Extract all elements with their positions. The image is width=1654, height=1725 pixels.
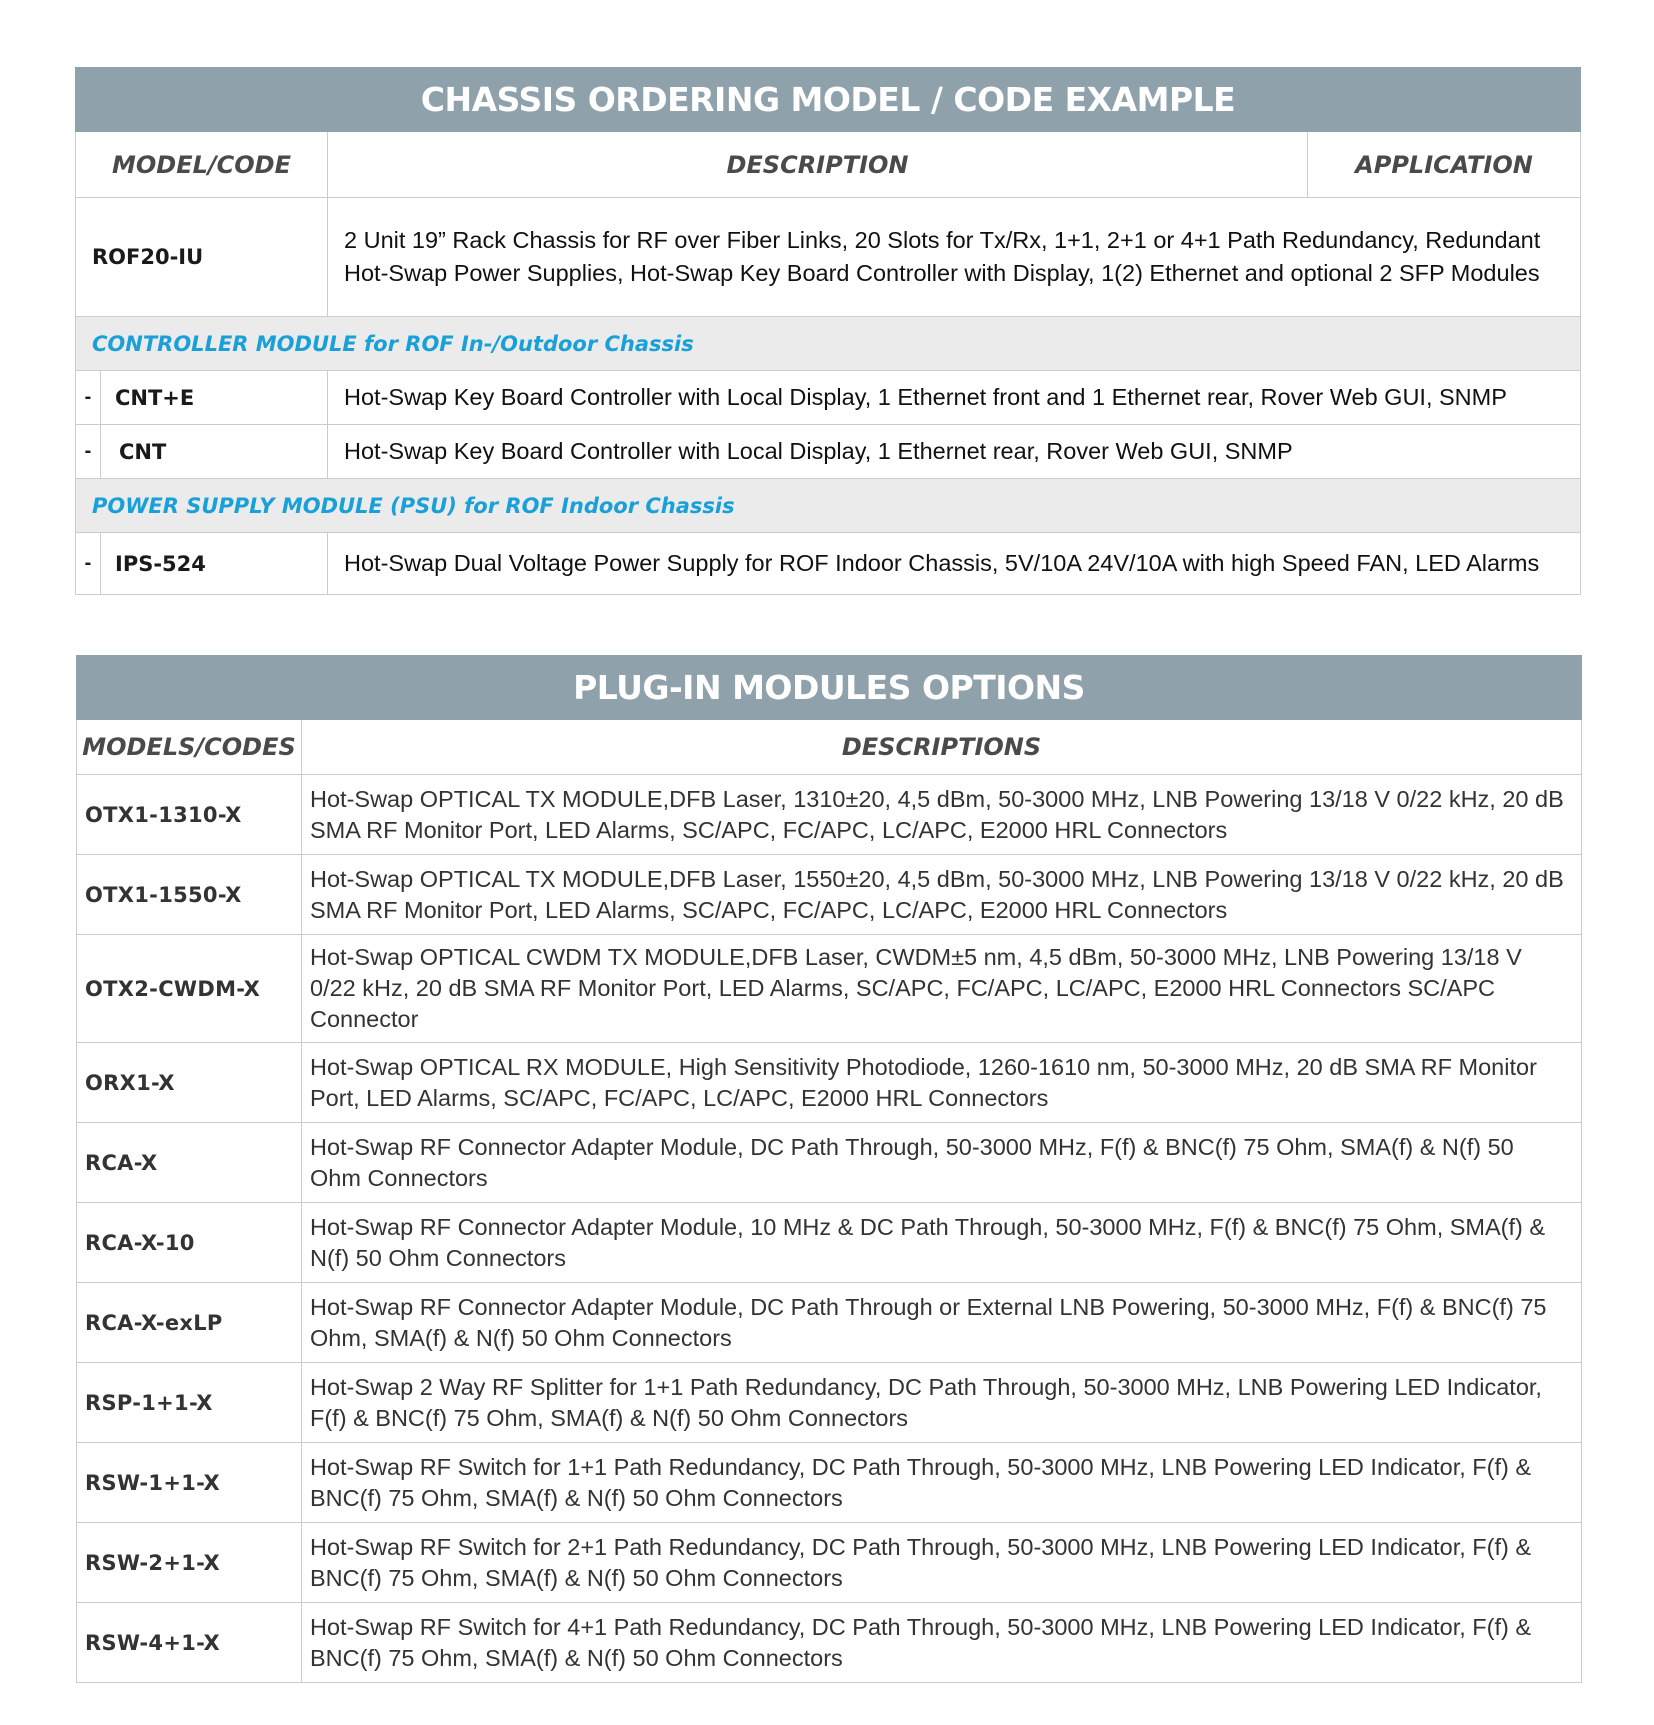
plugin-modules-table [76, 655, 1582, 1683]
header-descriptions: DESCRIPTIONS [302, 720, 1582, 775]
model-code-cell: RCA-X-exLP [77, 1283, 302, 1363]
description-cell: Hot-Swap Dual Voltage Power Supply for ROF Indoor Chassis, 5V/10A 24V/10A with high Speed FAN, LED Alarms [328, 533, 1581, 595]
header-description: DESCRIPTION [328, 132, 1308, 198]
description-cell: 2 Unit 19” Rack Chassis for RF over Fiber Links, 20 Slots for Tx/Rx, 1+1, 2+1 or 4+1 Path Redundancy, Redundant Hot-Swap Power Supplies, Hot-Swap Key Board Controller with Display, 1(2) Ethernet and optional 2 SFP Modules [328, 198, 1581, 317]
table-row [77, 1603, 1582, 1683]
item-dash: - [76, 425, 101, 479]
header-application: APPLICATION [1308, 132, 1581, 198]
description-cell: Hot-Swap RF Switch for 1+1 Path Redundancy, DC Path Through, 50-3000 MHz, LNB Powering LED Indicator, F(f) & BNC(f) 75 Ohm, SMA(f) & N(f) 50 Ohm Connectors [302, 1443, 1582, 1523]
description-cell: Hot-Swap RF Connector Adapter Module, DC Path Through or External LNB Powering, 50-3000 MHz, F(f) & BNC(f) 75 Ohm, SMA(f) & N(f) 50 Ohm Connectors [302, 1283, 1582, 1363]
header-model-code: MODEL/CODE [76, 132, 328, 198]
chassis-item-row [76, 533, 1581, 595]
model-code-cell: RSW-2+1-X [77, 1523, 302, 1603]
plugin-table-title: PLUG-IN MODULES OPTIONS [77, 656, 1582, 720]
table-row [77, 1043, 1582, 1123]
description-cell: Hot-Swap Key Board Controller with Local Display, 1 Ethernet rear, Rover Web GUI, SNMP [328, 425, 1581, 479]
chassis-table-title: CHASSIS ORDERING MODEL / CODE EXAMPLE [76, 68, 1581, 132]
chassis-ordering-table [75, 67, 1581, 595]
model-code-cell: OTX1-1310-X [77, 775, 302, 855]
description-cell: Hot-Swap OPTICAL CWDM TX MODULE,DFB Laser, CWDM±5 nm, 4,5 dBm, 50-3000 MHz, LNB Powering 13/18 V 0/22 kHz, 20 dB SMA RF Monitor Port, LED Alarms, SC/APC, FC/APC, LC/APC, E2000 HRL Connectors SC/APC Connector [302, 935, 1582, 1043]
model-code-cell: ROF20-IU [76, 198, 328, 317]
model-code-cell: ORX1-X [77, 1043, 302, 1123]
model-code-cell: RCA-X-10 [77, 1203, 302, 1283]
table-row [77, 1443, 1582, 1523]
table-row [77, 1363, 1582, 1443]
section-title-controller: CONTROLLER MODULE for ROF In-/Outdoor Chassis [76, 317, 1581, 371]
model-code-cell: RCA-X [77, 1123, 302, 1203]
model-code-cell: RSP-1+1-X [77, 1363, 302, 1443]
description-cell: Hot-Swap RF Switch for 4+1 Path Redundancy, DC Path Through, 50-3000 MHz, LNB Powering LED Indicator, F(f) & BNC(f) 75 Ohm, SMA(f) & N(f) 50 Ohm Connectors [302, 1603, 1582, 1683]
table-row [77, 1123, 1582, 1203]
table-row [77, 855, 1582, 935]
item-dash: - [76, 371, 101, 425]
description-cell: Hot-Swap OPTICAL RX MODULE, High Sensitivity Photodiode, 1260-1610 nm, 50-3000 MHz, 20 dB SMA RF Monitor Port, LED Alarms, SC/APC, FC/APC, LC/APC, E2000 HRL Connectors [302, 1043, 1582, 1123]
table-row [77, 775, 1582, 855]
description-cell: Hot-Swap RF Switch for 2+1 Path Redundancy, DC Path Through, 50-3000 MHz, LNB Powering LED Indicator, F(f) & BNC(f) 75 Ohm, SMA(f) & N(f) 50 Ohm Connectors [302, 1523, 1582, 1603]
chassis-item-row [76, 371, 1581, 425]
description-cell: Hot-Swap OPTICAL TX MODULE,DFB Laser, 1310±20, 4,5 dBm, 50-3000 MHz, LNB Powering 13/18 V 0/22 kHz, 20 dB SMA RF Monitor Port, LED Alarms, SC/APC, FC/APC, LC/APC, E2000 HRL Connectors [302, 775, 1582, 855]
model-code-cell: RSW-4+1-X [77, 1603, 302, 1683]
table-row [77, 935, 1582, 1043]
table-row [77, 1523, 1582, 1603]
section-title-power-supply: POWER SUPPLY MODULE (PSU) for ROF Indoor Chassis [76, 479, 1581, 533]
model-code-cell: OTX1-1550-X [77, 855, 302, 935]
description-cell: Hot-Swap 2 Way RF Splitter for 1+1 Path Redundancy, DC Path Through, 50-3000 MHz, LNB Powering LED Indicator, F(f) & BNC(f) 75 Ohm, SMA(f) & N(f) 50 Ohm Connectors [302, 1363, 1582, 1443]
item-dash: - [76, 533, 101, 595]
description-cell: Hot-Swap RF Connector Adapter Module, 10 MHz & DC Path Through, 50-3000 MHz, F(f) & BNC(f) 75 Ohm, SMA(f) & N(f) 50 Ohm Connectors [302, 1203, 1582, 1283]
plugin-rows [77, 775, 1582, 1683]
chassis-item-row [76, 425, 1581, 479]
description-cell: Hot-Swap RF Connector Adapter Module, DC Path Through, 50-3000 MHz, F(f) & BNC(f) 75 Ohm, SMA(f) & N(f) 50 Ohm Connectors [302, 1123, 1582, 1203]
model-code-cell: IPS-524 [101, 533, 328, 595]
table-row [77, 1283, 1582, 1363]
model-code-cell: RSW-1+1-X [77, 1443, 302, 1523]
model-code-cell: CNT [101, 425, 328, 479]
header-models-codes: MODELS/CODES [77, 720, 302, 775]
model-code-cell: CNT+E [101, 371, 328, 425]
description-cell: Hot-Swap OPTICAL TX MODULE,DFB Laser, 1550±20, 4,5 dBm, 50-3000 MHz, LNB Powering 13/18 V 0/22 kHz, 20 dB SMA RF Monitor Port, LED Alarms, SC/APC, FC/APC, LC/APC, E2000 HRL Connectors [302, 855, 1582, 935]
model-code-cell: OTX2-CWDM-X [77, 935, 302, 1043]
table-row [77, 1203, 1582, 1283]
description-cell: Hot-Swap Key Board Controller with Local Display, 1 Ethernet front and 1 Ethernet rear, Rover Web GUI, SNMP [328, 371, 1581, 425]
chassis-main-row [76, 198, 1581, 317]
